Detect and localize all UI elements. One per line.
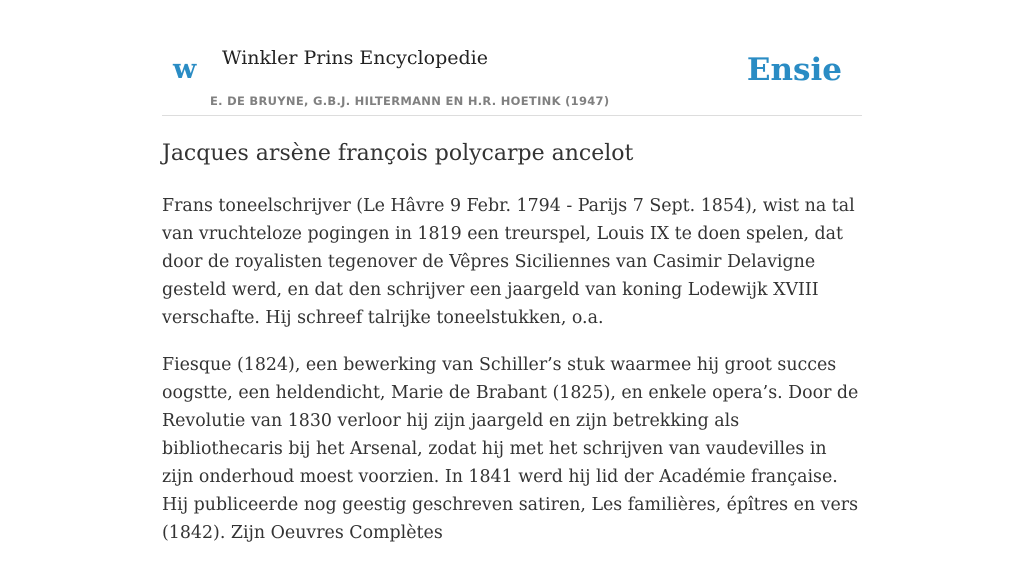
entry-title: Jacques arsène françois polycarpe ancelot bbox=[162, 141, 634, 166]
site-title[interactable]: Winkler Prins Encyclopedie bbox=[222, 47, 488, 69]
article-paragraph: Fiesque (1824), een bewerking van Schiller’s stuk waarmee hij groot succes oogstte, een heldendicht, Marie de Brabant (1825), en enkele opera’s. Door de Revolutie van 1830 verloor hij zijn jaargeld en zijn betrekking als bibliothecaris bij het Arsenal, zodat hij met het schrijven van vaudevilles in zijn onderhoud moest voorzien. In 1841 werd hij lid der Académie française. Hij publiceerde nog geestig geschreven satiren, Les familières, épîtres en vers (1842). Zijn Oeuvres Complètes bbox=[162, 355, 859, 543]
brand-logo[interactable]: Ensie bbox=[746, 52, 842, 88]
site-logo-icon[interactable]: w bbox=[173, 54, 197, 85]
header-divider bbox=[162, 115, 862, 116]
article-paragraph: Frans toneelschrijver (Le Hâvre 9 Febr. 1794 - Parijs 7 Sept. 1854), wist na tal van vruchteloze pogingen in 1819 een treurspel, Louis IX te doen spelen, dat door de royalisten tegenover de Vêpres Siciliennes van Casimir Delavigne gesteld werd, en dat den schrijver een jaargeld van koning Lodewijk XVIII verschafte. Hij schreef talrijke toneelstukken, o.a. bbox=[162, 196, 855, 328]
article-body bbox=[162, 192, 862, 566]
source-authors: E. DE BRUYNE, G.B.J. HILTERMANN EN H.R. HOETINK (1947) bbox=[210, 94, 610, 108]
